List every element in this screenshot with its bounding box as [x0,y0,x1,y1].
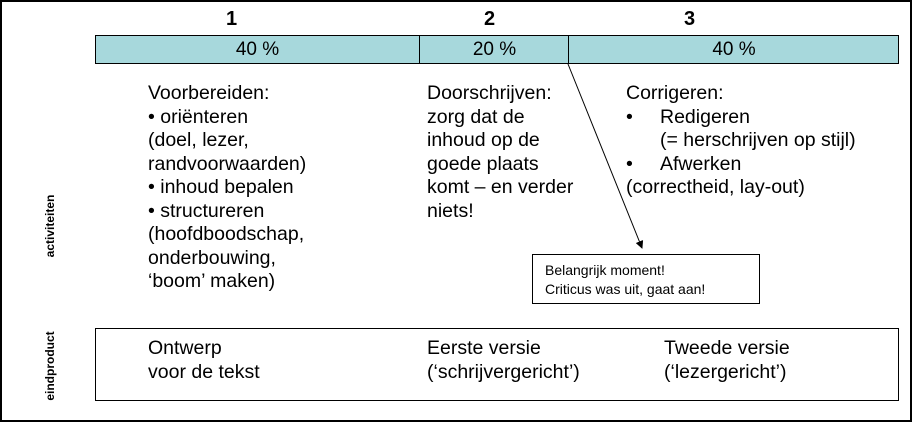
phase-1-percent: 40 % [235,39,280,60]
prepare-line: • oriënteren [148,105,249,128]
draft-heading: Doorschrijven: [427,82,552,104]
prepare-line: • structureren [148,199,265,222]
product-subtitle: (‘schrijvergericht’) [427,360,580,383]
product-subtitle: voor de tekst [148,360,260,383]
draft-line: inhoud op de [427,129,540,151]
prepare-line: • inhoud bepalen [148,176,294,198]
bullet: • [626,152,633,175]
prepare-heading: Voorbereiden: [148,82,270,104]
callout-line: Belangrijk moment! [545,262,665,278]
callout-line: Criticus was uit, gaat aan! [545,281,706,297]
product-second-version [664,337,790,384]
correct-bullet-text: Afwerken [660,152,742,175]
phase-number-1: 1 [226,8,238,30]
correct-heading: Corrigeren: [626,82,724,104]
draft-line: komt – en verder [427,176,574,198]
correct-bullet-sub: (correctheid, lay-out) [626,176,805,198]
product-title: Eerste versie [427,337,541,359]
prepare-line: randvoorwaarden) [148,152,307,175]
product-title: Ontwerp [148,337,222,359]
product-subtitle: (‘lezergericht’) [664,360,787,383]
prepare-line: (doel, lezer, [148,129,249,151]
correct-bullet-text: Redigeren [660,105,750,128]
phase-3-percent: 40 % [568,36,899,63]
phase-number-2: 2 [484,8,496,30]
draft-line: goede plaats [427,152,539,175]
important-moment-callout [532,254,760,304]
prepare-line: onderbouwing, [148,246,276,269]
prepare-line: (hoofdboodschap, [148,223,305,245]
phase-number-3: 3 [684,8,696,30]
correct-bullet-sub: (= herschrijven op stijl) [660,129,856,151]
product-side-label: eindproduct [43,331,57,401]
activities-side-label: activiteiten [43,194,57,258]
prepare-line: ‘boom’ maken) [148,270,276,292]
phase-2-percent: 20 % [419,36,569,63]
product-first-version [427,337,580,384]
draft-line: zorg dat de [427,105,525,128]
bullet: • [626,105,633,128]
draft-line: niets! [427,199,474,222]
product-design [148,337,260,384]
product-title: Tweede versie [664,337,790,359]
